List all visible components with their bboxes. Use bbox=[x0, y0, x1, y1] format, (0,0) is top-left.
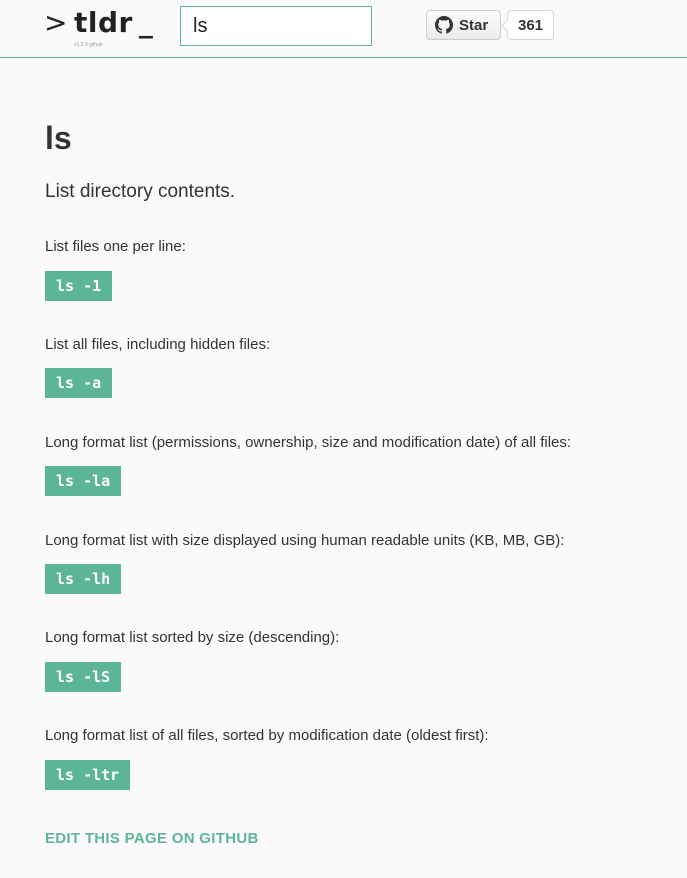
example-code[interactable]: ls -1 bbox=[45, 271, 112, 301]
example-code[interactable]: ls -lS bbox=[45, 662, 121, 692]
example-code[interactable]: ls -la bbox=[45, 466, 121, 496]
example-description: Long format list of all files, sorted by modification date (oldest first): bbox=[45, 727, 489, 744]
logo-title: tldr bbox=[73, 6, 133, 39]
logo-prompt: > bbox=[44, 6, 68, 39]
example-description: List files one per line: bbox=[45, 238, 186, 255]
github-icon bbox=[435, 16, 453, 34]
example-description: Long format list (permissions, ownership, size and modification date) of all files: bbox=[45, 434, 572, 451]
header bbox=[0, 0, 687, 58]
example-code[interactable]: ls -a bbox=[45, 368, 112, 398]
logo-cursor: _ bbox=[138, 6, 154, 39]
example-code[interactable]: ls -ltr bbox=[45, 760, 130, 790]
github-star-button[interactable] bbox=[426, 10, 501, 40]
search-input[interactable] bbox=[180, 6, 372, 46]
edit-on-github-link[interactable]: EDIT THIS PAGE ON GITHUB bbox=[45, 830, 259, 847]
logo-version: v1.2.0 github bbox=[74, 42, 103, 48]
example-description: Long format list sorted by size (descending): bbox=[45, 629, 340, 646]
example-code[interactable]: ls -lh bbox=[45, 564, 121, 594]
page-title: ls bbox=[45, 120, 72, 156]
example-description: List all files, including hidden files: bbox=[45, 336, 271, 353]
star-count[interactable]: 361 bbox=[507, 10, 554, 40]
star-label: Star bbox=[459, 16, 489, 34]
logo-text bbox=[44, 6, 153, 39]
example-description: Long format list with size displayed using human readable units (KB, MB, GB): bbox=[45, 532, 565, 549]
page-description: List directory contents. bbox=[45, 181, 236, 202]
logo[interactable] bbox=[44, 6, 164, 50]
